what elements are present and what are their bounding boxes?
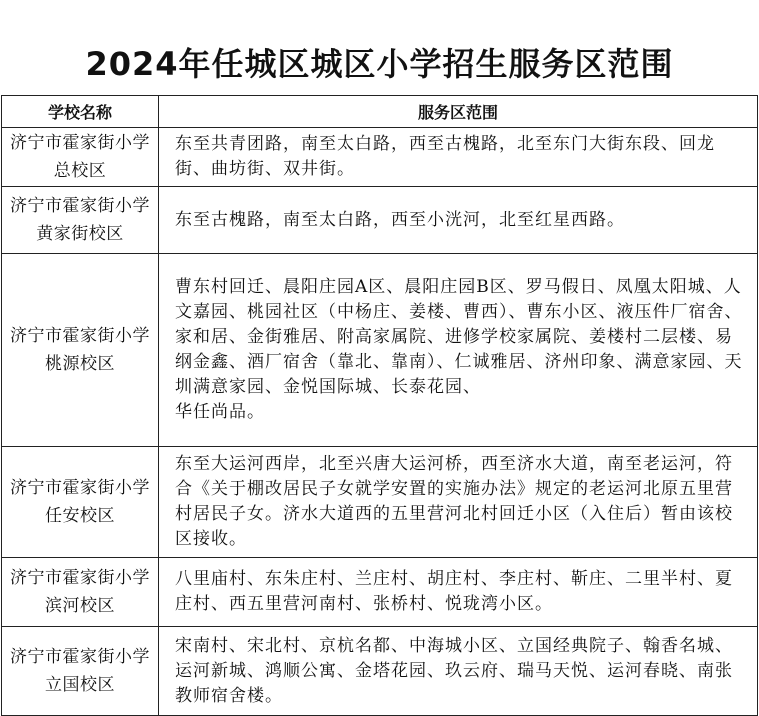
table-row [2,254,758,447]
service-area-cell: 八里庙村、东朱庄村、兰庄村、胡庄村、李庄村、靳庄、二里半村、夏庄村、西五里营河南村、张桥村、悦珑湾小区。 [159,558,758,627]
table-row [2,627,758,716]
service-area-cell: 东至古槐路，南至太白路，西至小洸河，北至红星西路。 [159,187,758,254]
header-service-area: 服务区范围 [159,96,758,128]
service-area-cell: 曹东村回迁、晨阳庄园A区、晨阳庄园B区、罗马假日、凤凰太阳城、人文嘉园、桃园社区（中杨庄、姜楼、曹西）、曹东小区、液压件厂宿舍、家和居、金街雅居、附高家属院、进修学校家属院、姜楼村二层楼、易纲金鑫、酒厂宿舍（靠北、靠南）、仁诚雅居、济州印象、满意家园、天圳满意家园、金悦国际城、长泰花园、 华任尚品。 [159,254,758,447]
enrollment-area-table [1,95,758,716]
service-area-cell: 东至共青团路，南至太白路，西至古槐路，北至东门大街东段、回龙街、曲坊街、双井街。 [159,128,758,187]
school-name-cell: 济宁市霍家街小学总校区 [2,128,159,187]
document-title: 2024年任城区城区小学招生服务区范围 [85,45,674,83]
table-row [2,128,758,187]
school-name-cell: 济宁市霍家街小学桃源校区 [2,254,159,447]
school-name-cell: 济宁市霍家街小学滨河校区 [2,558,159,627]
school-name-cell: 济宁市霍家街小学黄家街校区 [2,187,159,254]
header-school-name: 学校名称 [2,96,159,128]
service-area-cell: 东至大运河西岸，北至兴唐大运河桥，西至济水大道，南至老运河，符合《关于棚改居民子女就学安置的实施办法》规定的老运河北原五里营村居民子女。济水大道西的五里营河北村回迁小区（入住后）暂由该校区接收。 [159,447,758,558]
table-row [2,558,758,627]
school-name-cell: 济宁市霍家街小学任安校区 [2,447,159,558]
school-name-cell: 济宁市霍家街小学立国校区 [2,627,159,716]
service-area-cell: 宋南村、宋北村、京杭名都、中海城小区、立国经典院子、翰香名城、运河新城、鸿顺公寓、金塔花园、玖云府、瑞马天悦、运河春晓、南张教师宿舍楼。 [159,627,758,716]
table-row [2,447,758,558]
table-header-row [2,96,758,128]
table-row [2,187,758,254]
